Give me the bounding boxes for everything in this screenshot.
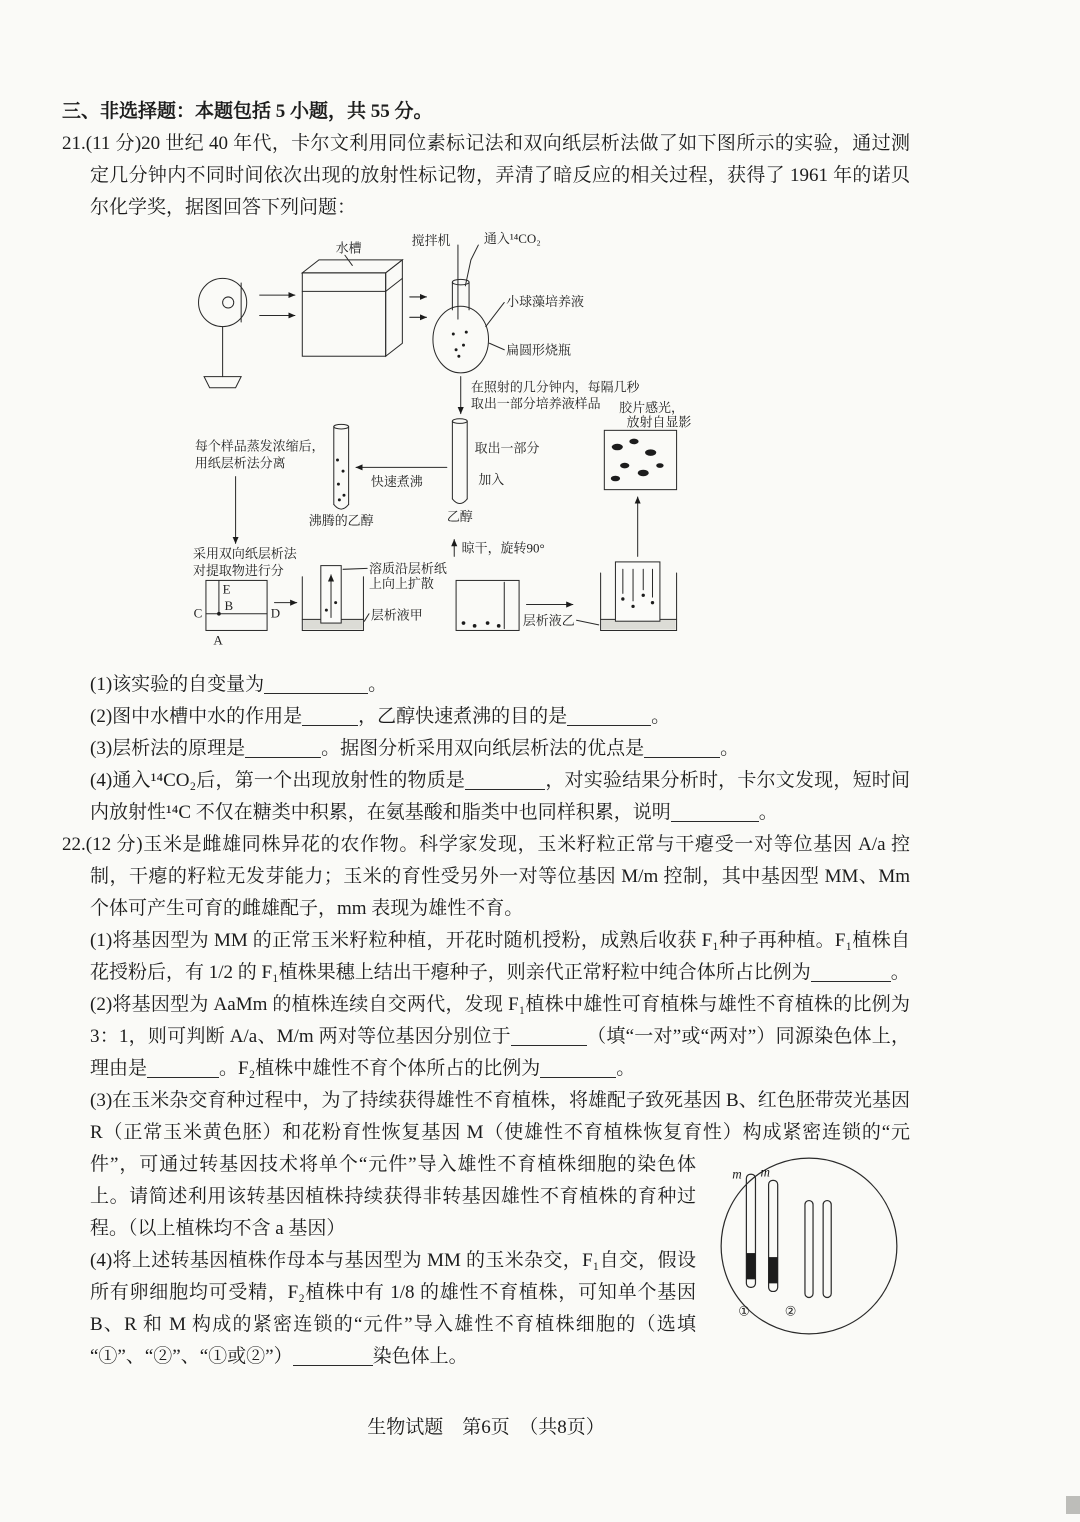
chromosome-pair-1 — [746, 1174, 777, 1291]
label-paper-D: D — [270, 605, 281, 621]
q21-sub2-seg1: (2)图中水槽中水的作用是 — [90, 706, 303, 727]
flask-figure — [433, 245, 489, 373]
question-22-stem: 22.(12 分)玉米是雌雄同株异花的农作物。科学家发现，玉米籽粒正常与干瘪受一对等位基因 A/a 控制，干瘪的籽粒无发芽能力；玉米的育性受另外一对等位基因 M/m 控制，其中基因型 MM、Mm 个体可产生可育的雌雄配子，mm 表现为雄性不育。 — [62, 834, 910, 919]
question-21-sub3 — [90, 733, 910, 765]
q22-sub3-seg2: 的“元件”，可通过转基因技术将单个“元件”导入雄性不育植株细胞的染色体上。请简述利用该转基因植株持续获得非转基因雄性不育植株的育种过程。（以上植株均不含 a 基因） — [90, 1122, 910, 1239]
answer-blank — [811, 962, 891, 982]
answer-blank — [245, 738, 321, 758]
label-boiling-ethanol: 沸腾的乙醇 — [308, 512, 374, 528]
q21-sub4-seg3: 。 — [758, 802, 778, 823]
answer-blank — [302, 706, 358, 726]
answer-blank — [567, 706, 651, 726]
q21-sub3-seg2: 。据图分析采用双向纸层析法的优点是 — [321, 738, 645, 759]
q21-sub3-seg3: 。 — [720, 738, 740, 759]
leader-line — [489, 343, 504, 349]
experiment-diagram — [180, 230, 910, 663]
question-21-stem: 21.(11 分)20 世纪 40 年代，卡尔文利用同位素标记法和双向纸层析法做了如下图所示的实验，通过测定几分钟内不同时间依次出现的放射性标记物，弄清了暗反应的相关过程，获得了 1961 年的诺贝尔化学奖，据图回答下列问题： — [62, 133, 910, 218]
label-film-note-2: 放射自显影 — [626, 414, 692, 430]
question-22-sub1 — [90, 925, 910, 989]
q21-sub2-seg2: ，乙醇快速煮沸的目的是 — [358, 706, 568, 727]
q21-sub2-seg3: 。 — [651, 706, 671, 727]
autoradiograph-film-figure — [604, 430, 676, 489]
question-22-sub2 — [90, 989, 910, 1085]
label-co2-in: 通入¹⁴CO₂ — [483, 231, 541, 247]
q22-sub1-seg2: 。 — [890, 962, 910, 983]
answer-blank — [644, 738, 720, 758]
gene-m-label-1: m — [732, 1166, 742, 1182]
scan-edge-artifact — [1066, 1496, 1080, 1514]
label-take-out-part: 取出一部分 — [474, 440, 540, 456]
q22-sub4-seg1: (4)将上述转基因植株作母本与基因型为 MM 的玉米杂交，F₁自交，假设所有卵细胞均可受精，F₂植株中有 1/8 的雄性不育植株，可知单个基因 B、R 和 M 构成的紧密连锁的“元件”导入雄性不育植株细胞的（选填“①”、“②”、“①或②”） — [90, 1250, 696, 1367]
q22-sub2-seg1: (2)将基因型为 AaMm 的植株连续自交两代，发现 F₁植株中雄性可育植株与雄性不育植株的比例为 3：1，则可判断 A/a、M/m 两对等位基因分别位于 — [90, 994, 910, 1047]
page-footer: 生物试题 第6页 （共8页） — [367, 1417, 605, 1438]
developing-beaker-a-figure — [302, 566, 363, 631]
question-21-sub1 — [90, 669, 910, 701]
label-solvent-b: 层析液乙 — [522, 612, 575, 628]
label-ethanol: 乙醇 — [446, 509, 473, 525]
boiling-ethanol-tube-figure — [334, 424, 349, 509]
leader-line — [364, 614, 369, 621]
label-stirrer: 搅拌机 — [411, 233, 451, 249]
q21-sub1-seg1: (1)该实验的自变量为 — [90, 674, 265, 695]
label-paper-E: E — [222, 581, 231, 597]
label-solvent-a: 层析液甲 — [370, 607, 423, 623]
label-two-way-note-1: 采用双向纸层析法 — [192, 546, 297, 562]
label-evaporate-note-2: 用纸层析法分离 — [194, 455, 286, 471]
gene-m-label-2: m — [760, 1164, 771, 1180]
q22-sub2-seg2: （填“一对”或“两对”）同源染色体上，理由是 — [90, 1026, 910, 1079]
label-paper-A: A — [213, 632, 223, 648]
sample-tube-figure — [452, 419, 467, 504]
label-sampling-note-1: 在照射的几分钟内，每隔几秒 — [470, 379, 640, 395]
q22-sub1-seg1: (1)将基因型为 MM 的正常玉米籽粒种植，开花时随机授粉，成熟后收获 F₁种子再种植。F₁植株自花授粉后，有 1/2 的 F₁植株果穗上结出干瘪种子，则亲代正常籽粒中纯合体所占比例为 — [90, 930, 910, 983]
label-algae-culture: 小球藻培养液 — [506, 294, 584, 310]
label-water-tank: 水槽 — [335, 240, 362, 256]
q22-sub4-seg2: 染色体上。 — [372, 1346, 468, 1367]
two-way-paper-figure — [206, 580, 267, 630]
q22-sub2-seg4: 。 — [616, 1058, 636, 1079]
chromosome-figure — [708, 1151, 910, 1341]
rotated-paper-figure — [456, 580, 519, 630]
calvin-experiment-diagram — [180, 230, 810, 652]
label-film-note-1: 胶片感光， — [619, 399, 685, 415]
q21-sub1-seg2: 。 — [368, 674, 388, 695]
pair-1-number: ① — [738, 1303, 751, 1319]
chromosome-cell-diagram — [708, 1151, 910, 1341]
question-22 — [62, 829, 910, 1373]
label-two-way-note-2: 对提取物进行分 — [192, 562, 284, 578]
question-21-sub4 — [90, 765, 910, 829]
q21-sub4-seg1: (4)通入¹⁴CO₂后，第一个出现放射性的物质是 — [90, 770, 466, 791]
water-tank-figure — [302, 260, 402, 356]
label-solute-note-2: 上向上扩散 — [369, 575, 434, 591]
leader-line — [577, 620, 599, 625]
answer-blank — [540, 1058, 616, 1078]
label-sampling-note-2: 取出一部分培养液样品 — [470, 396, 601, 412]
question-21 — [62, 128, 910, 829]
label-dry-rotate: 晾干，旋转90° — [461, 540, 545, 556]
label-solute-note-1: 溶质沿层析纸 — [369, 561, 447, 577]
q22-sub3-seg1: (3)在玉米杂交育种过程中，为了持续获得雄性不育植株，将雄配子致死基因 B、红色胚带荧光基因 R（正常玉米黄色胚）和花粉育性恢复基因 M（使雄性不育植株恢复育性）构成紧密连锁 — [90, 1090, 910, 1143]
label-paper-C: C — [193, 605, 203, 621]
q22-sub2-seg3: 。F₂植株中雄性不育个体所占的比例为 — [219, 1058, 541, 1079]
q21-sub3-seg1: (3)层析法的原理是 — [90, 738, 246, 759]
answer-blank — [511, 1026, 587, 1046]
answer-blank — [264, 674, 368, 694]
developing-beaker-b-figure — [601, 562, 677, 631]
answer-blank — [147, 1058, 219, 1078]
leader-line — [343, 568, 367, 569]
label-paper-B: B — [224, 598, 234, 614]
label-evaporate-note-1: 每个样品蒸发浓缩后， — [194, 438, 325, 454]
section-header: 三、非选择题：本题包括 5 小题，共 55 分。 — [62, 101, 433, 122]
label-add-in: 加入 — [478, 472, 505, 488]
answer-blank — [671, 802, 759, 822]
chromosome-pair-2 — [805, 1201, 831, 1298]
lamp-figure — [199, 278, 247, 387]
label-quick-boil: 快速煮沸 — [370, 473, 423, 489]
label-flat-flask: 扁圆形烧瓶 — [506, 342, 571, 358]
question-21-sub2 — [90, 701, 910, 733]
answer-blank — [465, 770, 545, 790]
q21-sub4-seg2: ，对实验结果分析时，卡尔文发现，短时间内放射性¹⁴C 不仅在糖类中积累，在氨基酸和脂类中也同样积累，说明 — [90, 770, 910, 823]
pair-2-number: ② — [784, 1303, 797, 1319]
leader-line — [486, 302, 505, 326]
answer-blank — [293, 1346, 373, 1366]
